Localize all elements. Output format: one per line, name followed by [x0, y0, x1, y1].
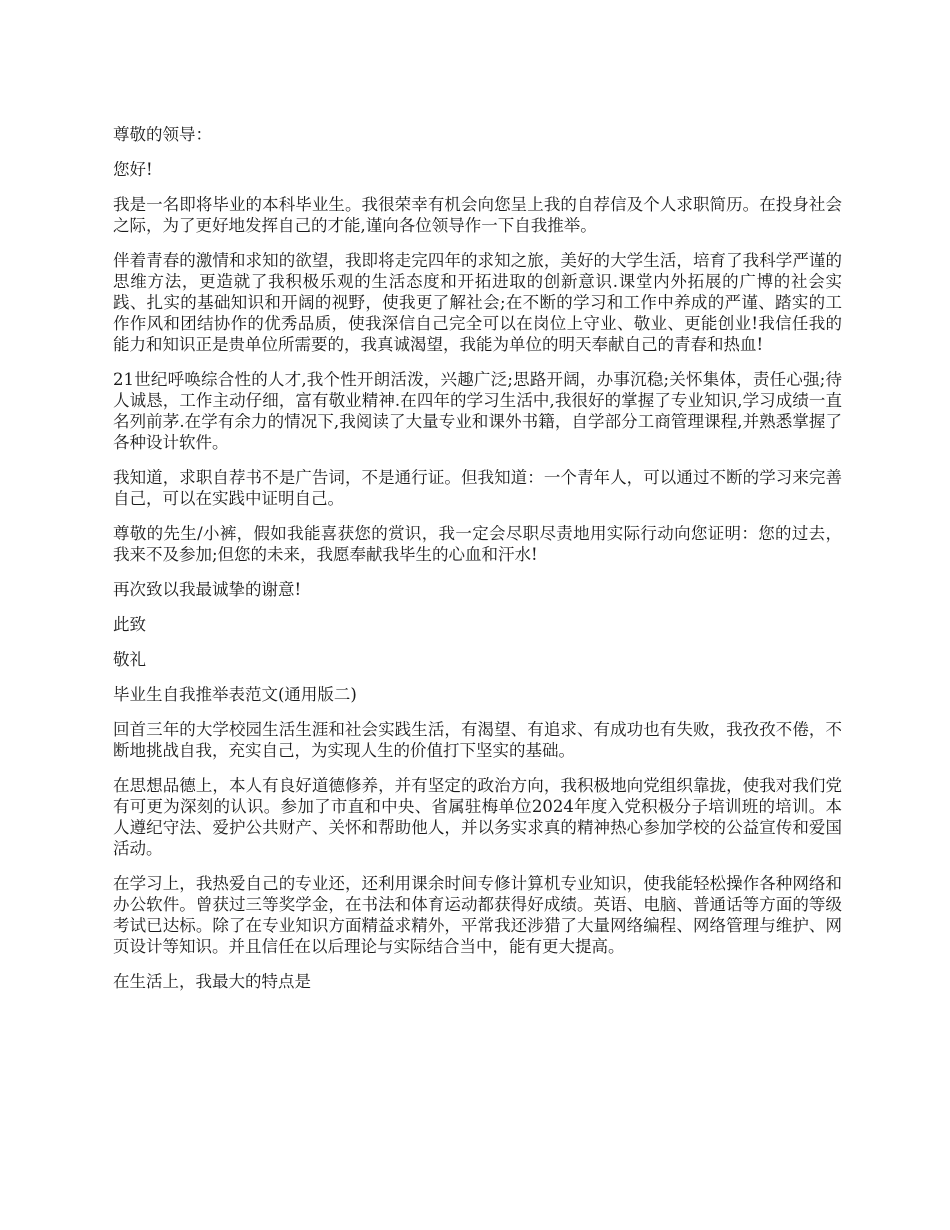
closing-cizhi: 此致 [113, 615, 146, 634]
greeting: 您好! [113, 160, 153, 179]
paragraph-commitment: 尊敬的先生/小裤，假如我能喜获您的赏识，我一定会尽职尽责地用实际行动向您证明：您的过去，我来不及参加;但您的未来，我愿奉献我毕生的心血和汗水! [113, 524, 842, 564]
closing-jingli: 敬礼 [113, 650, 146, 669]
section-title: 毕业生自我推举表范文(通用版二) [113, 685, 357, 704]
paragraph-intro: 我是一名即将毕业的本科毕业生。我很荣幸有机会向您呈上我的自荐信及个人求职简历。在投身社会之际，为了更好地发挥自己的才能,谨向各位领导作一下自我推举。 [113, 195, 842, 235]
paragraph-study: 在学习上，我热爱自己的专业还，还利用课余时间专修计算机专业知识，使我能轻松操作各种网络和办公软件。曾获过三等奖学金，在书法和体育运动都获得好成绩。英语、电脑、普通话等方面的等级考试已达标。除了在专业知识方面精益求精外，平常我还涉猎了大量网络编程、网络管理与维护、网页设计等知识。并且信任在以后理论与实际结合当中，能有更大提高。 [113, 874, 842, 956]
paragraph-university-life: 伴着青春的激情和求知的欲望，我即将走完四年的求知之旅，美好的大学生活，培育了我科学严谨的思维方法，更造就了我积极乐观的生活态度和开拓进取的创新意识.课堂内外拓展的广博的社会实践、扎实的基础知识和开阔的视野，使我更了解社会;在不断的学习和工作中养成的严谨、踏实的工作作风和团结协作的优秀品质，使我深信自己完全可以在岗位上守业、敬业、更能创业!我信任我的能力和知识正是贵单位所需要的，我真诚渴望，我能为单位的明天奉献自己的青春和热血! [113, 251, 842, 354]
paragraph-personality: 21世纪呼唤综合性的人才,我个性开朗活泼，兴趣广泛;思路开阔，办事沉稳;关怀集体，责任心强;待人诚恳，工作主动仔细，富有敬业精神.在四年的学习生活中,我很好的掌握了专业知识,学习成绩一直名列前茅.在学有余力的情况下,我阅读了大量专业和课外书籍，自学部分工商管理课程,并熟悉掌握了各种设计软件。 [113, 370, 842, 452]
paragraph-review: 回首三年的大学校园生活生涯和社会实践生活，有渴望、有追求、有成功也有失败，我孜孜不倦，不断地挑战自我，充实自己，为实现人生的价值打下坚实的基础。 [113, 720, 842, 760]
paragraph-life: 在生活上，我最大的特点是 [113, 972, 311, 991]
salutation: 尊敬的领导： [113, 125, 212, 144]
paragraph-ideology: 在思想品德上，本人有良好道德修养，并有坚定的政治方向，我积极地向党组织靠拢，使我对我们党有可更为深刻的认识。参加了市直和中央、省属驻梅单位2024年度入党积极分子培训班的培训。本人遵纪守法、爱护公共财产、关怀和帮助他人，并以务实求真的精神热心参加学校的公益宣传和爱国活动。 [113, 776, 842, 858]
paragraph-self-improvement: 我知道，求职自荐书不是广告词，不是通行证。但我知道：一个青年人，可以通过不断的学习来完善自己，可以在实践中证明自己。 [113, 468, 842, 508]
paragraph-thanks: 再次致以我最诚挚的谢意! [113, 580, 302, 599]
